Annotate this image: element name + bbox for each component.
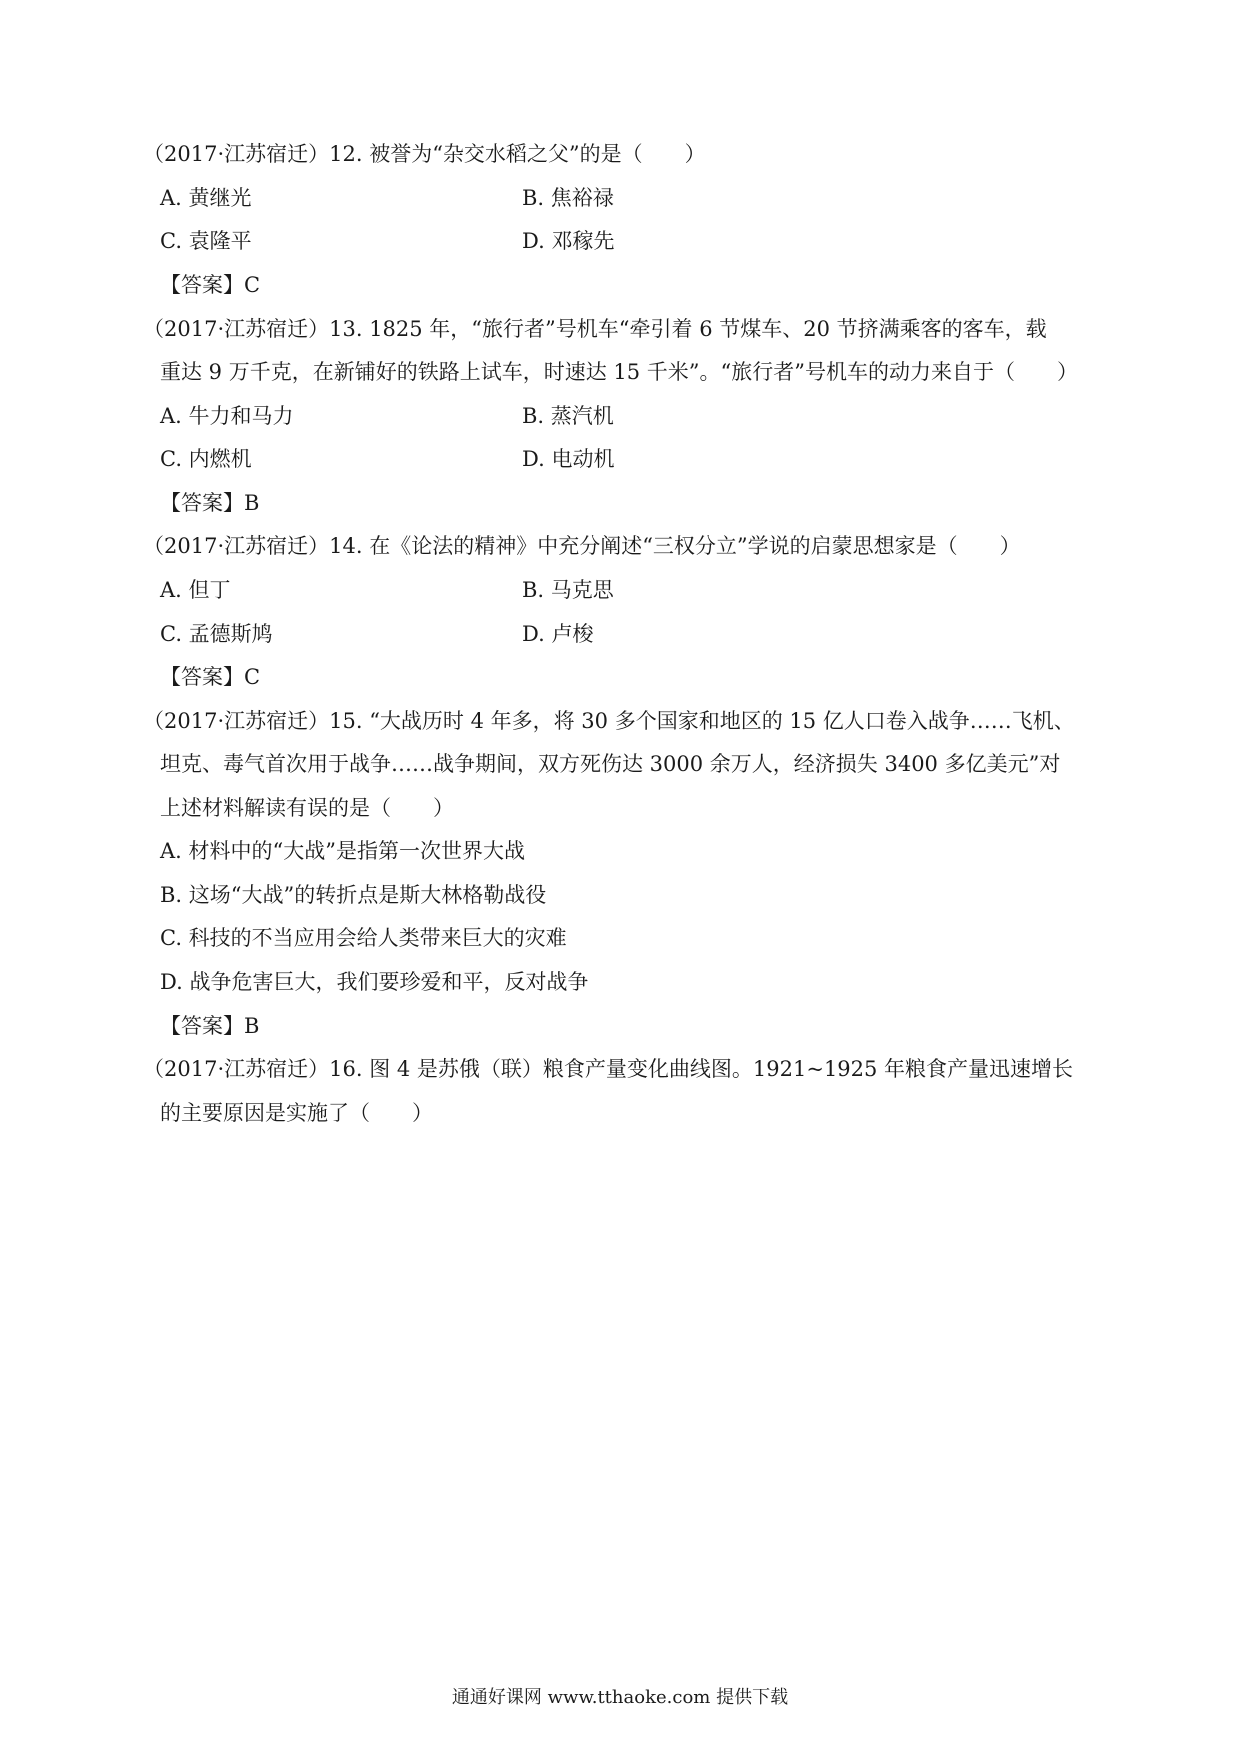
question-15-option-c: C. 科技的不当应用会给人类带来巨大的灾难: [160, 926, 567, 950]
question-15-option-a: A. 材料中的“大战”是指第一次世界大战: [160, 839, 525, 863]
question-13-stem-line-2: 重达 9 万千克，在新铺好的铁路上试车，时速达 15 千米”。“旅行者”号机车的动力来自于（ ）: [160, 360, 1078, 384]
question-13-stem-line-1: （2017·江苏宿迁）13. 1825 年，“旅行者”号机车“牵引着 6 节煤车、20 节挤满乘客的客车，载: [143, 317, 1047, 341]
question-15-stem-line-2: 坦克、毒气首次用于战争……战争期间，双方死伤达 3000 余万人，经济损失 3400 多亿美元”对: [160, 752, 1061, 776]
question-13-option-c: C. 内燃机: [160, 447, 252, 471]
question-14-option-a: A. 但丁: [160, 578, 231, 602]
question-12-option-a: A. 黄继光: [160, 186, 252, 210]
question-13-option-a: A. 牛力和马力: [160, 404, 294, 428]
question-14-stem: （2017·江苏宿迁）14. 在《论法的精神》中充分阐述“三权分立”学说的启蒙思想家是（ ）: [143, 534, 1021, 558]
question-13-answer: 【答案】B: [160, 491, 260, 515]
question-14-answer: 【答案】C: [160, 665, 261, 689]
question-12-option-b: B. 焦裕禄: [522, 186, 614, 210]
question-14-option-b: B. 马克思: [522, 578, 614, 602]
question-14-option-d: D. 卢梭: [522, 622, 594, 646]
page-footer: 通通好课网 www.tthaoke.com 提供下载: [451, 1687, 789, 1708]
question-15-answer: 【答案】B: [160, 1014, 260, 1038]
question-13-option-b: B. 蒸汽机: [522, 404, 614, 428]
question-15-option-b: B. 这场“大战”的转折点是斯大林格勒战役: [160, 883, 547, 907]
question-13-option-d: D. 电动机: [522, 447, 615, 471]
question-12-answer: 【答案】C: [160, 273, 261, 297]
question-12-option-d: D. 邓稼先: [522, 229, 615, 253]
question-15-stem-line-1: （2017·江苏宿迁）15. “大战历时 4 年多，将 30 多个国家和地区的 15 亿人口卷入战争……飞机、: [143, 709, 1075, 733]
question-16-stem-line-1: （2017·江苏宿迁）16. 图 4 是苏俄（联）粮食产量变化曲线图。1921~1925 年粮食产量迅速增长: [143, 1057, 1074, 1081]
question-12-option-c: C. 袁隆平: [160, 229, 252, 253]
question-15-option-d: D. 战争危害巨大，我们要珍爱和平，反对战争: [160, 970, 589, 994]
question-15-stem-line-3: 上述材料解读有误的是（ ）: [160, 796, 454, 820]
question-14-option-c: C. 孟德斯鸠: [160, 622, 273, 646]
question-12-stem: （2017·江苏宿迁）12. 被誉为“杂交水稻之父”的是（ ）: [143, 142, 706, 166]
question-16-stem-line-2: 的主要原因是实施了（ ）: [160, 1101, 433, 1125]
